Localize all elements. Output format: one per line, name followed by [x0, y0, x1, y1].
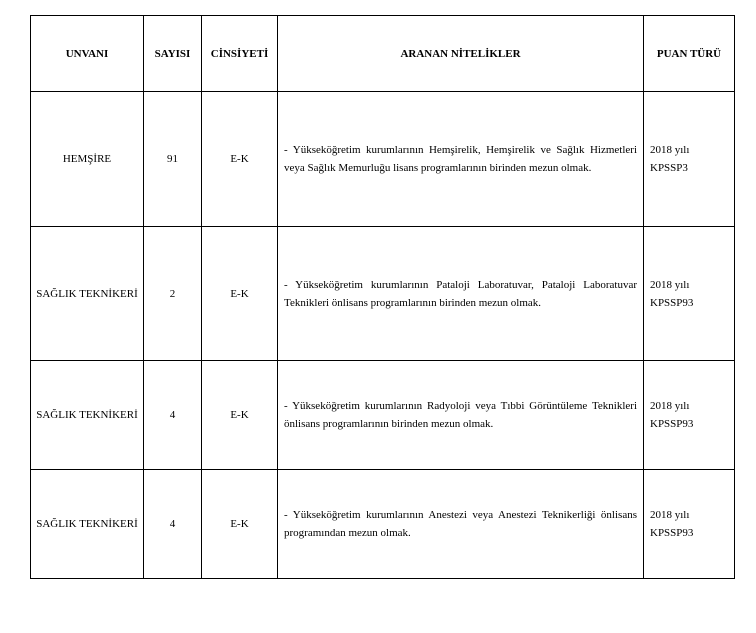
cell-puan	[644, 361, 735, 470]
puan-yil: 2018 yılı	[650, 400, 690, 412]
cell-cinsiyet: E-K	[202, 227, 278, 361]
header-aranan-nitelikler: ARANAN NİTELİKLER	[278, 16, 644, 92]
header-cinsiyeti: CİNSİYETİ	[202, 16, 278, 92]
cell-unvan: SAĞLIK TEKNİKERİ	[31, 470, 144, 579]
table-row	[31, 361, 735, 470]
puan-tur: KPSSP93	[650, 418, 694, 430]
puan-yil: 2018 yılı	[650, 509, 690, 521]
table-row	[31, 92, 735, 227]
cell-nitelik: - Yükseköğretim kurumlarının Radyoloji veya Tıbbi Görüntüleme Teknikleri önlisans programlarının birinden mezun olmak.	[278, 361, 644, 470]
header-sayisi: SAYISI	[144, 16, 202, 92]
header-row	[31, 16, 735, 92]
cell-puan	[644, 470, 735, 579]
cell-sayi: 2	[144, 227, 202, 361]
cell-puan	[644, 227, 735, 361]
cell-cinsiyet: E-K	[202, 92, 278, 227]
cell-nitelik: - Yükseköğretim kurumlarının Pataloji Laboratuvar, Pataloji Laboratuvar Teknikleri önlisans programlarının birinden mezun olmak.	[278, 227, 644, 361]
header-unvani: UNVANI	[31, 16, 144, 92]
table-row	[31, 470, 735, 579]
table-row	[31, 227, 735, 361]
puan-tur: KPSSP93	[650, 296, 694, 309]
cell-sayi: 91	[144, 92, 202, 227]
puan-yil: 2018 yılı	[650, 144, 690, 156]
cell-sayi: 4	[144, 361, 202, 470]
cell-cinsiyet: E-K	[202, 470, 278, 579]
cell-nitelik: - Yükseköğretim kurumlarının Anestezi veya Anestezi Teknikerliği önlisans programından mezun olmak.	[278, 470, 644, 579]
cell-unvan: HEMŞİRE	[31, 92, 144, 227]
puan-yil: 2018 yılı	[650, 278, 690, 291]
cell-sayi: 4	[144, 470, 202, 579]
cell-unvan: SAĞLIK TEKNİKERİ	[31, 361, 144, 470]
puan-tur: KPSSP3	[650, 162, 688, 174]
cell-nitelik: - Yükseköğretim kurumlarının Hemşirelik, Hemşirelik ve Sağlık Hizmetleri veya Sağlık Memurluğu lisans programlarının birinden mezun olmak.	[278, 92, 644, 227]
cell-unvan: SAĞLIK TEKNİKERİ	[31, 227, 144, 361]
header-puan-turu: PUAN TÜRÜ	[644, 16, 735, 92]
positions-table	[30, 15, 735, 579]
cell-puan	[644, 92, 735, 227]
puan-tur: KPSSP93	[650, 527, 694, 539]
cell-cinsiyet: E-K	[202, 361, 278, 470]
